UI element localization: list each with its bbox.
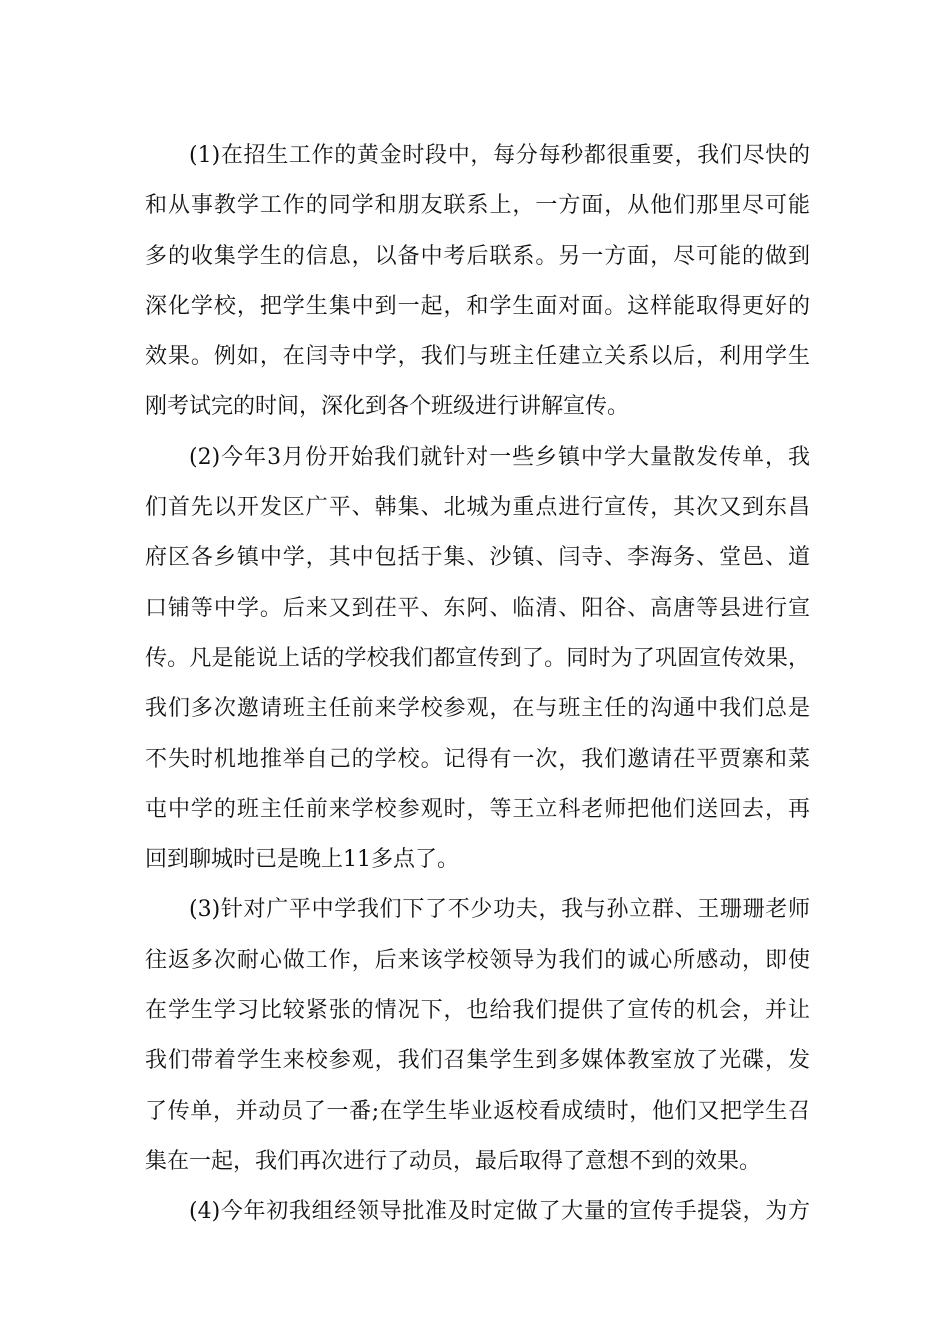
- text-line: 和从事教学工作的同学和朋友联系上，一方面，从他们那里尽可能: [145, 193, 810, 219]
- text-line: (2)今年3月份开始我们就针对一些乡镇中学大量散发传单，我: [189, 444, 810, 470]
- text-line: 我们带着学生来校参观，我们召集学生到多媒体教室放了光碟，发: [145, 1048, 810, 1074]
- text-line: 口铺等中学。后来又到茌平、东阿、临清、阳谷、高唐等县进行宣: [145, 595, 810, 621]
- text-line: 们首先以开发区广平、韩集、北城为重点进行宣传，其次又到东昌: [145, 495, 810, 521]
- text-line: 我们多次邀请班主任前来学校参观，在与班主任的沟通中我们总是: [145, 696, 810, 722]
- paragraph-4: [145, 1187, 810, 1237]
- text-line: 府区各乡镇中学，其中包括于集、沙镇、闫寺、李海务、堂邑、道: [145, 545, 810, 571]
- text-line: 传。凡是能说上话的学校我们都宣传到了。同时为了巩固宣传效果，: [145, 645, 810, 671]
- paragraph-2: [145, 433, 810, 886]
- text-line: 效果。例如，在闫寺中学，我们与班主任建立关系以后，利用学生: [145, 344, 810, 370]
- text-line: 回到聊城时已是晚上11多点了。: [145, 847, 459, 873]
- text-line: 屯中学的班主任前来学校参观时，等王立科老师把他们送回去，再: [145, 796, 810, 822]
- text-line: 多的收集学生的信息，以备中考后联系。另一方面，尽可能的做到: [145, 243, 810, 269]
- text-line: 刚考试完的时间，深化到各个班级进行讲解宣传。: [145, 394, 630, 420]
- text-line: 在学生学习比较紧张的情况下，也给我们提供了宣传的机会，并让: [145, 998, 810, 1024]
- text-line: (4)今年初我组经领导批准及时定做了大量的宣传手提袋，为方: [189, 1199, 810, 1225]
- text-line: 不失时机地推举自己的学校。记得有一次，我们邀请茌平贾寨和菜: [145, 746, 810, 772]
- text-line: 往返多次耐心做工作，后来该学校领导为我们的诚心所感动，即使: [145, 947, 810, 973]
- text-line: 集在一起，我们再次进行了动员，最后取得了意想不到的效果。: [145, 1148, 762, 1174]
- text-line: 深化学校，把学生集中到一起，和学生面对面。这样能取得更好的: [145, 293, 810, 319]
- document-body: [145, 131, 810, 1238]
- paragraph-3: [145, 885, 810, 1187]
- text-line: (1)在招生工作的黄金时段中，每分每秒都很重要，我们尽快的: [189, 143, 810, 168]
- text-line: (3)针对广平中学我们下了不少功夫，我与孙立群、王珊珊老师: [189, 897, 810, 923]
- paragraph-1: [145, 131, 810, 433]
- text-line: 了传单，并动员了一番;在学生毕业返校看成绩时，他们又把学生召: [145, 1098, 810, 1124]
